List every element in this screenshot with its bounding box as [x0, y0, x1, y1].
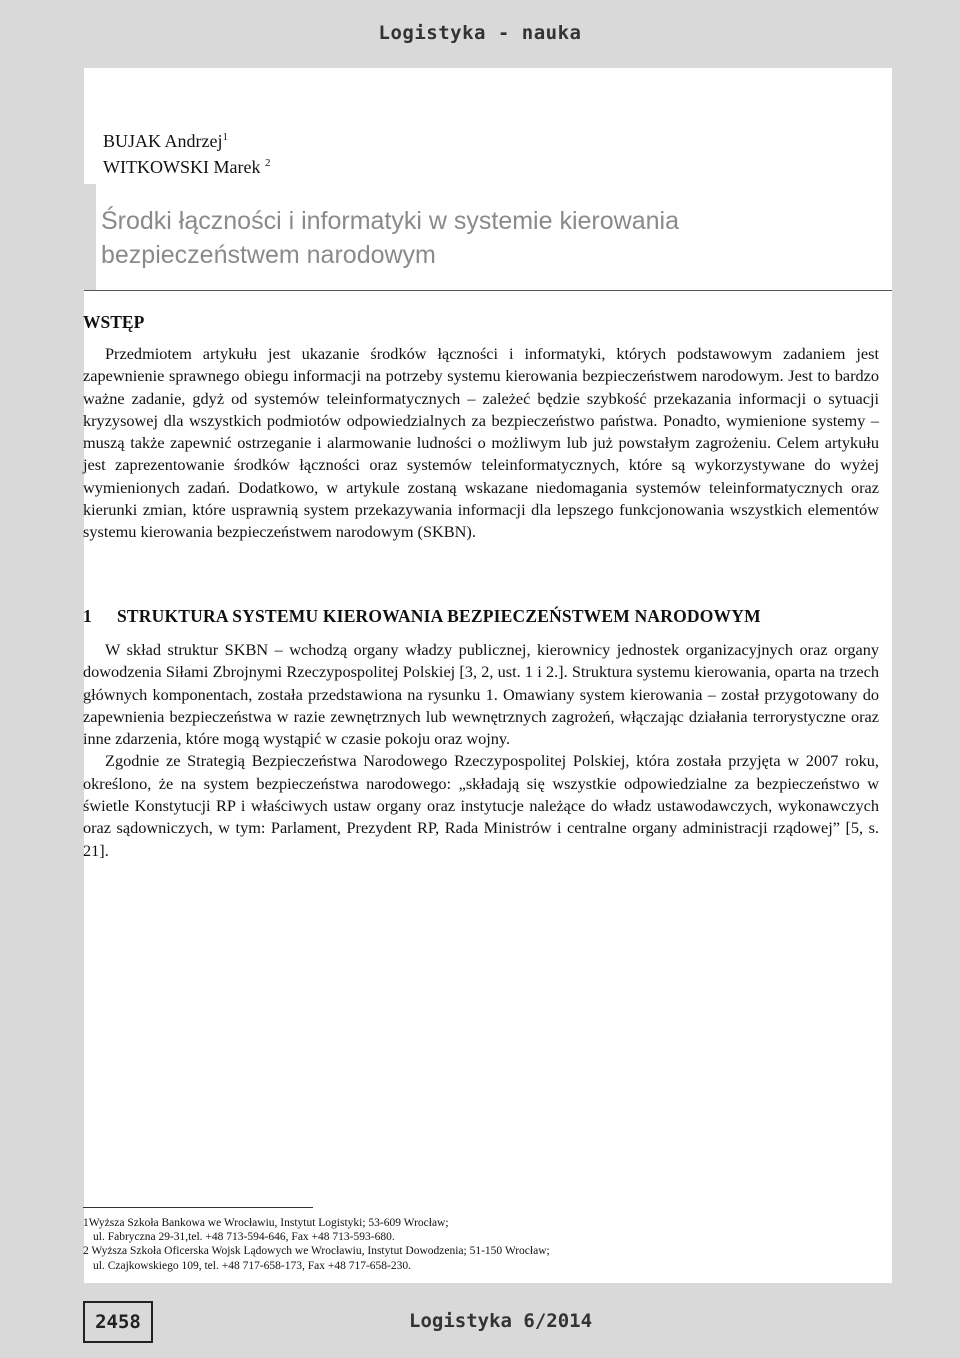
journal-issue: Logistyka 6/2014: [409, 1310, 593, 1332]
footnote-1-line-1: 1Wyższa Szkoła Bankowa we Wrocławiu, Instytut Logistyki; 53-609 Wrocław;: [83, 1217, 449, 1229]
footnote-divider: [83, 1207, 313, 1208]
authors-block: [103, 126, 270, 178]
journal-section-header: Logistyka - nauka: [378, 22, 582, 44]
intro-heading: WSTĘP: [83, 312, 145, 332]
section-1-paragraph-1: W skład struktur SKBN – wchodzą organy władzy publicznej, kierownicy jednostek organizacyjnych oraz organy dowodzenia Siłami Zbrojnymi Rzeczypospolitej Polskiej [3, 2, ust. 1 i 2.]. Struktura systemu kierowania, oparta na trzech głównych komponentach, została przedstawiona na rysunku 1. Omawiany system kierowania – został przygotowany do zapewnienia bezpieczeństwa w razie zewnętrznych lub wewnętrznych zagrożeń, włączając działania terrorystyczne oraz inne zdarzenia, które mogą wystąpić w czasie pokoju oraz wojny.: [83, 640, 879, 749]
author-2: [103, 152, 270, 178]
author-2-footnote-mark: 2: [264, 157, 271, 169]
section-1-number: 1: [83, 606, 92, 626]
author-1: [103, 126, 270, 152]
intro-paragraph: Przedmiotem artykułu jest ukazanie środków łączności i informatyki, których podstawowym zadaniem jest zapewnienie sprawnego obiegu informacji na potrzeby systemu kierowania bezpieczeństwem narodowym. Jest to bardzo ważne zadanie, gdyż od systemów teleinformatycznych – zależeć będzie szybkość przekazania informacji o sytuacji kryzysowej dla wszystkich podmiotów odpowiedzialnych za bezpieczeństwo państwa. Ponadto, wymienione systemy – muszą także zapewnić ostrzeganie i alarmowanie ludności o możliwym lub już powstałym zagrożeniu. Celem artykułu jest zaprezentowanie środków łączności oraz systemów teleinformatycznych, które są wykorzystywane do wyżej wymienionych zadań. Dodatkowo, w artykule zostaną wskazane niedomagania systemów teleinformatycznych oraz kierunki zmian, które usprawnią system przekazywania informacji dla lepszego funkcjonowania wszystkich elementów systemu kierowania bezpieczeństwem narodowym (SKBN).: [83, 344, 879, 542]
author-1-name: BUJAK Andrzej: [103, 131, 223, 151]
footnote-2-line-2: ul. Czajkowskiego 109, tel. +48 717-658-173, Fax +48 717-658-230.: [93, 1259, 412, 1272]
section-1-heading: [83, 606, 879, 627]
title-accent-bar: [84, 184, 96, 290]
page-number: 2458: [83, 1301, 153, 1343]
author-1-footnote-mark: 1: [222, 131, 228, 143]
section-1-paragraph-2: Zgodnie ze Strategią Bezpieczeństwa Narodowego Rzeczypospolitej Polskiej, która została przyjęta w 2007 roku, określono, że na system bezpieczeństwa narodowego: „składają się wszystkie odpowiedzialne za bezpieczeństwo w świetle Konstytucji RP i właściwych ustaw organy oraz instytucje należące do władz ustawodawczych, wykonawczych oraz sądowniczych, w tym: Parlament, Prezydent RP, Rada Ministrów i centralne organy administracji rządowej” [5, s. 21].: [83, 751, 879, 860]
article-title: Środki łączności i informatyki w systemie kierowania bezpieczeństwem narodowym: [101, 207, 679, 269]
footnotes: [83, 1216, 863, 1273]
section-1-title: STRUKTURA SYSTEMU KIEROWANIA BEZPIECZEŃSTWEM NARODOWYM: [117, 606, 761, 626]
footnote-1-line-2: ul. Fabryczna 29-31,tel. +48 713-594-646, Fax +48 713-593-680.: [93, 1231, 395, 1244]
section-1: [83, 606, 879, 862]
footnote-2-line-1: 2 Wyższa Szkoła Oficerska Wojsk Lądowych we Wrocławiu, Instytut Dowodzenia; 51-150 Wrocław;: [83, 1245, 550, 1258]
author-2-name: WITKOWSKI Marek: [103, 157, 261, 177]
intro-section: [83, 312, 879, 544]
